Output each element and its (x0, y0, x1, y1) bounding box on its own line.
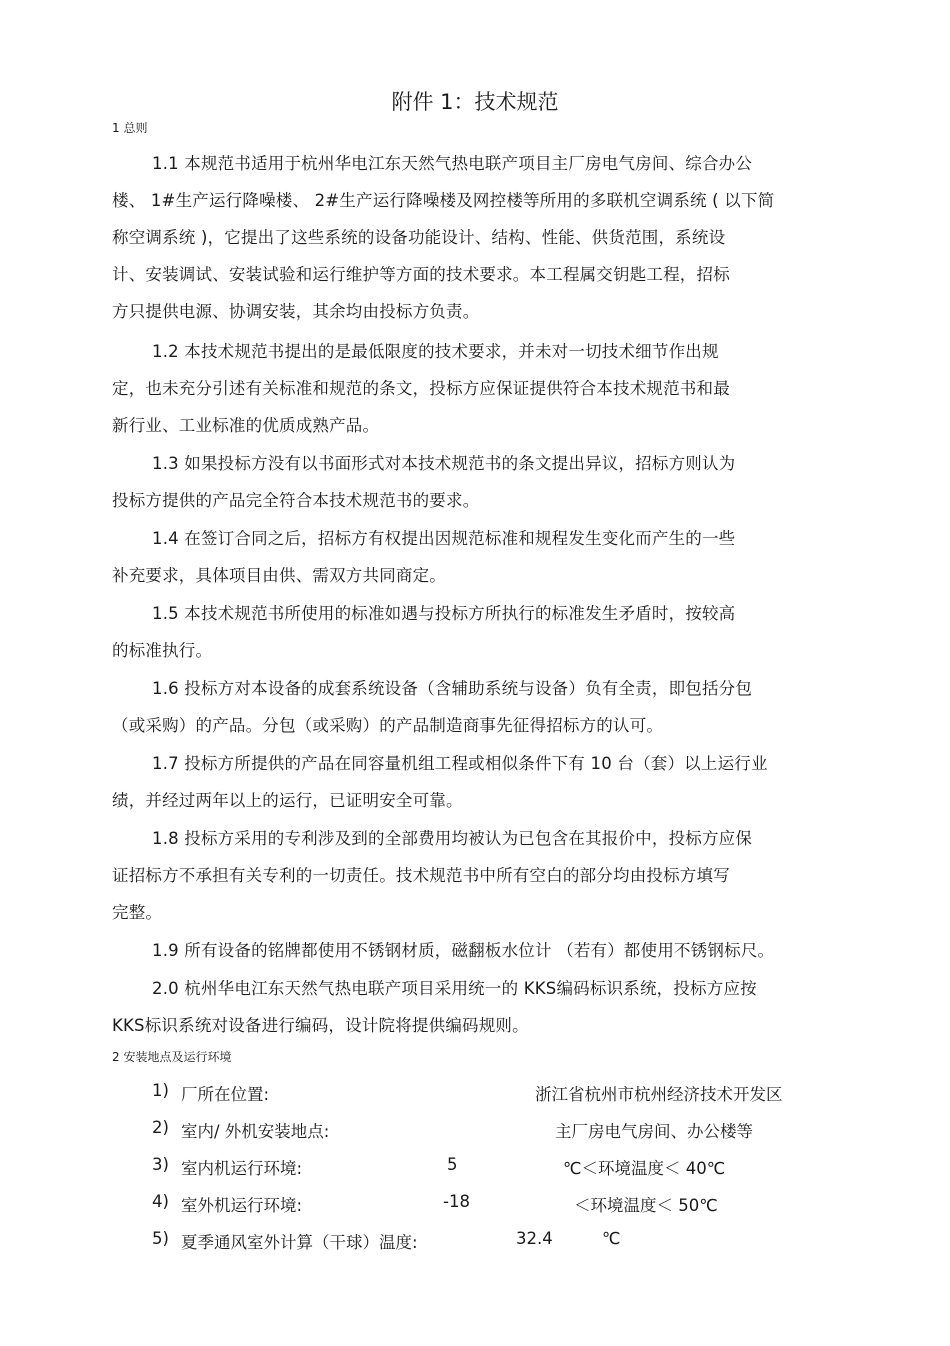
paragraph-line: 1.1 本规范书适用于杭州华电江东天然气热电联产项目主厂房电气房间、综合办公 (152, 154, 753, 173)
paragraph-line: 2.0 杭州华电江东天然气热电联产项目采用统一的 KKS编码标识系统，投标方应按 (152, 979, 757, 998)
item-value: 32.4 (516, 1229, 553, 1248)
item-condition: 主厂房电气房间、办公楼等 (555, 1122, 753, 1141)
paragraph-line: 1.6 投标方对本设备的成套系统设备（含辅助系统与设备）负有全责，即包括分包 (152, 679, 753, 698)
item-number: 1) (152, 1081, 169, 1100)
paragraph-line: 投标方提供的产品完全符合本技术规范书的要求。 (112, 491, 480, 510)
item-value: 5 (447, 1155, 458, 1174)
paragraph-line: 1.3 如果投标方没有以书面形式对本技术规范书的条文提出异议，招标方则认为 (152, 454, 736, 473)
paragraph-line: 补充要求，具体项目由供、需双方共同商定。 (112, 566, 446, 585)
item-condition: ℃＜环境温度＜ 40℃ (563, 1159, 726, 1178)
item-number: 4) (152, 1192, 169, 1211)
paragraph-line: 计、安装调试、安装试验和运行维护等方面的技术要求。本工程属交钥匙工程，招标 (112, 265, 730, 284)
item-number: 2) (152, 1118, 169, 1137)
paragraph-line: （或采购）的产品。分包（或采购）的产品制造商事先征得招标方的认可。 (112, 716, 664, 735)
item-label: 夏季通风室外计算（干球）温度: (181, 1233, 418, 1252)
paragraph-line: 方只提供电源、协调安装，其余均由投标方负责。 (112, 302, 480, 321)
paragraph-line: 1.7 投标方所提供的产品在同容量机组工程或相似条件下有 10 台（套）以上运行业 (152, 754, 768, 773)
item-label: 室外机运行环境: (181, 1196, 303, 1215)
paragraph-line: 1.5 本技术规范书所使用的标准如遇与投标方所执行的标准发生矛盾时，按较高 (152, 604, 736, 623)
item-label: 厂所在位置: (181, 1085, 270, 1104)
paragraph-line: 1.8 投标方采用的专利涉及到的全部费用均被认为已包含在其报价中，投标方应保 (152, 829, 753, 848)
paragraph-line: 楼、 1#生产运行降噪楼、 2#生产运行降噪楼及网控楼等所用的多联机空调系统 ( 以下简 (112, 191, 775, 210)
paragraph-line: 定，也未充分引述有关标准和规范的条文，投标方应保证提供符合本技术规范书和最 (112, 379, 730, 398)
item-label: 室内机运行环境: (181, 1159, 303, 1178)
document-title: 附件 1：技术规范 (391, 90, 559, 114)
item-condition: ＜环境温度＜ 50℃ (574, 1196, 718, 1215)
section-1-heading: 1 总则 (112, 121, 148, 135)
item-number: 5) (152, 1229, 169, 1248)
paragraph-line: 的标准执行。 (112, 641, 213, 660)
paragraph-line: 称空调系统 )，它提出了这些系统的设备功能设计、结构、性能、供货范围，系统设 (112, 228, 726, 247)
item-label: 室内/ 外机安装地点: (181, 1122, 330, 1141)
paragraph-line: 新行业、工业标准的优质成熟产品。 (112, 416, 380, 435)
item-condition: ℃ (602, 1229, 621, 1248)
paragraph-line: 证招标方不承担有关专利的一切责任。技术规范书中所有空白的部分均由投标方填写 (112, 866, 730, 885)
paragraph-line: 完整。 (112, 903, 163, 922)
item-condition: 浙江省杭州市杭州经济技术开发区 (535, 1085, 783, 1104)
paragraph-line: 1.9 所有设备的铭牌都使用不锈钢材质，磁翻板水位计 （若有）都使用不锈钢标尺。 (152, 941, 775, 960)
item-value: -18 (443, 1192, 470, 1211)
item-number: 3) (152, 1155, 169, 1174)
section-2-heading: 2 安装地点及运行环境 (112, 1050, 232, 1064)
paragraph-line: KKS标识系统对设备进行编码，设计院将提供编码规则。 (112, 1016, 529, 1035)
paragraph-line: 1.2 本技术规范书提出的是最低限度的技术要求，并未对一切技术细节作出规 (152, 342, 719, 361)
paragraph-line: 绩，并经过两年以上的运行，已证明安全可靠。 (112, 791, 463, 810)
paragraph-line: 1.4 在签订合同之后，招标方有权提出因规范标准和规程发生变化而产生的一些 (152, 529, 736, 548)
